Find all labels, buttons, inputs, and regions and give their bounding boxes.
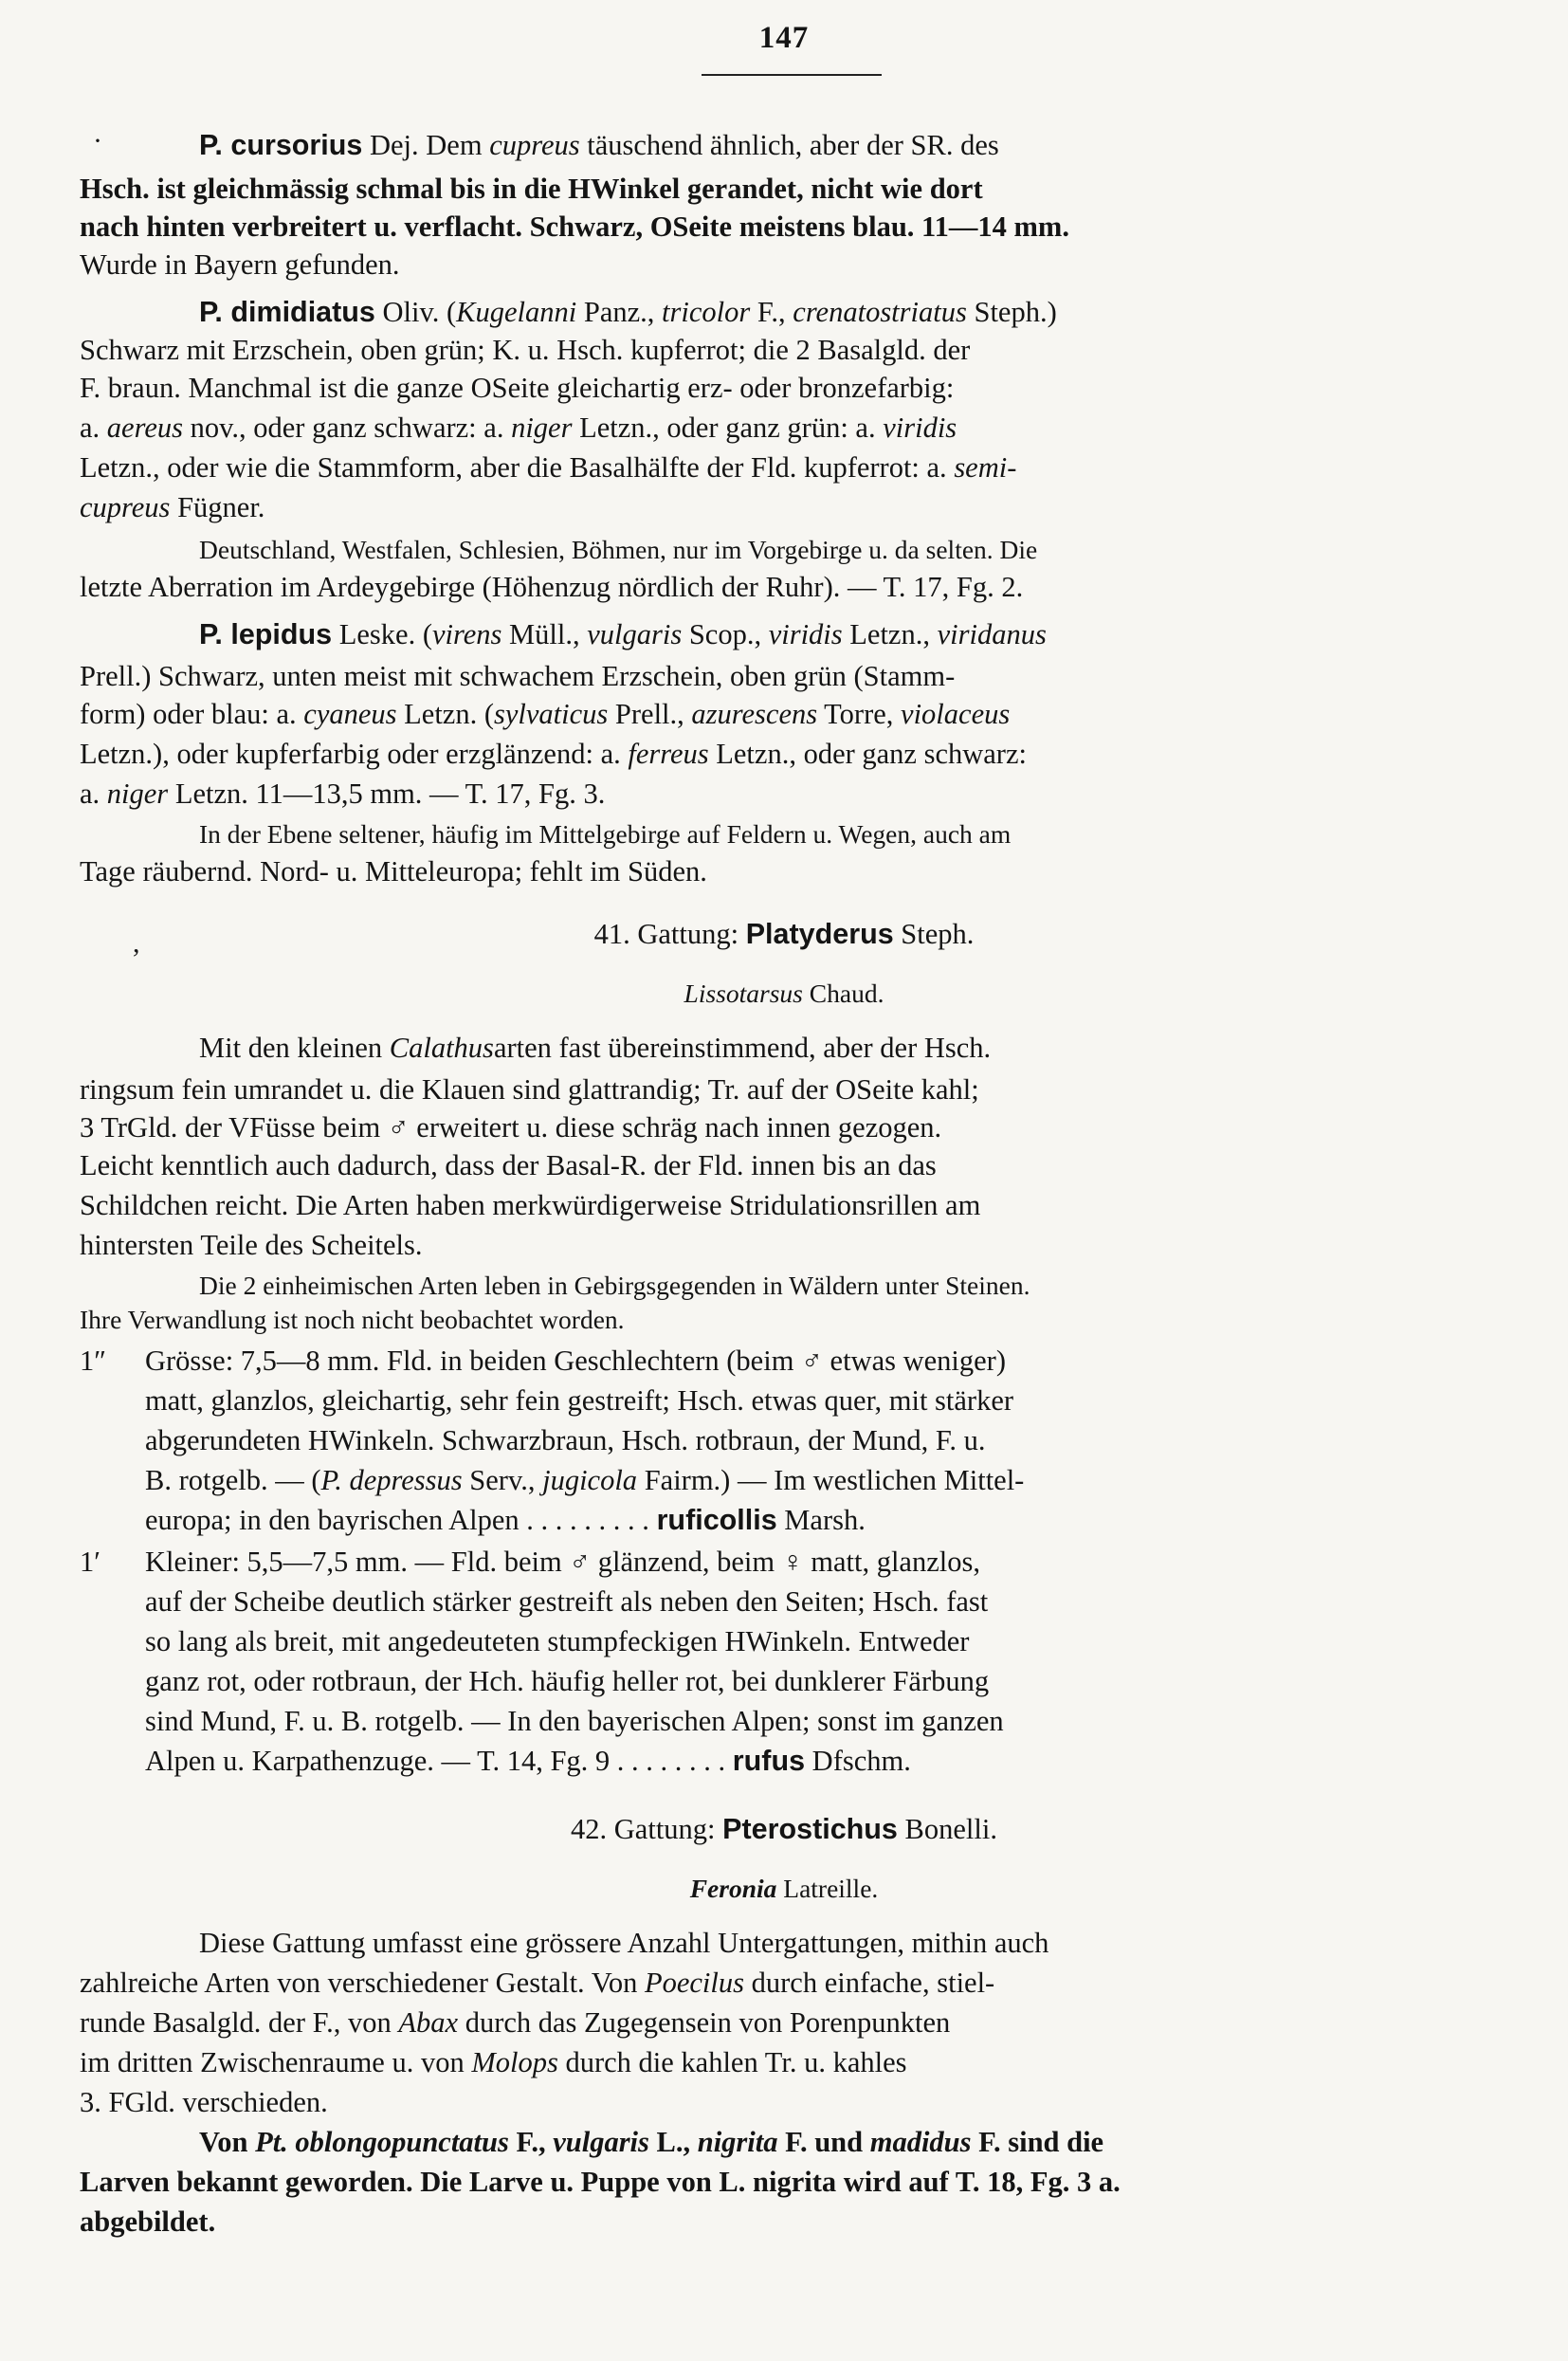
genus-41-para-line-1: Mit den kleinen Calathusarten fast übereinstimmend, aber der Hsch. (199, 1032, 992, 1064)
genus-41-para-line-5: Schildchen reicht. Die Arten haben merkwürdigerweise Stridulationsrillen am (80, 1189, 981, 1221)
genus-42-synonym: Feronia Latreille. (689, 1874, 879, 1903)
dimidiatus-line-6: cupreus Fügner. (80, 491, 265, 523)
lepidus-line-6: In der Ebene seltener, häufig im Mittelgebirge auf Feldern u. Wegen, auch am (199, 819, 1012, 849)
key-1-line-5: europa; in den bayrischen Alpen . . . . . . . . . ruficollis Marsh. (145, 1504, 866, 1536)
genus-41-note-line-1: Die 2 einheimischen Arten leben in Gebirgsgegenden in Wäldern unter Steinen. (199, 1271, 1030, 1300)
species-name: P. cursorius (199, 129, 363, 161)
cursorius-line-4: Wurde in Bayern gefunden. (80, 248, 400, 281)
lepidus-line-1: P. lepidus Leske. (virens Müll., vulgaris Scop., viridis Letzn., viridanus (199, 618, 1047, 650)
key-2-line-5: sind Mund, F. u. B. rotgelb. — In den bayerischen Alpen; sonst im ganzen (145, 1705, 1004, 1737)
key-number: 1″ (80, 1345, 106, 1377)
genus-41-para-line-3: 3 TrGld. der VFüsse beim ♂ erweitert u. diese schräg nach innen gezogen. (80, 1111, 942, 1144)
genus-41-heading: 41. Gattung: Platyderus Steph. (593, 918, 975, 950)
genus-41-synonym: Lissotarsus Chaud. (684, 979, 884, 1008)
species-name: rufus (732, 1745, 806, 1777)
genus-41-para-line-6: hintersten Teile des Scheitels. (80, 1229, 423, 1261)
genus-42-para-line-7: Larven bekannt geworden. Die Larve u. Puppe von L. nigrita wird auf T. 18, Fg. 3 a. (80, 2166, 1121, 2198)
dimidiatus-line-7: Deutschland, Westfalen, Schlesien, Böhmen, nur im Vorgebirge u. da selten. Die (199, 535, 1038, 564)
genus-42-heading: 42. Gattung: Pterostichus Bonelli. (571, 1813, 997, 1845)
lepidus-line-7: Tage räubernd. Nord- u. Mitteleuropa; fehlt im Süden. (80, 855, 707, 888)
genus-42-para-line-8: abgebildet. (80, 2205, 216, 2238)
genus-42-para-line-4: im dritten Zwischenraume u. von Molops durch die kahlen Tr. u. kahles (80, 2046, 907, 2078)
margin-mark: , (133, 927, 140, 959)
dimidiatus-line-2: Schwarz mit Erzschein, oben grün; K. u. Hsch. kupferrot; die 2 Basalgld. der (80, 334, 971, 366)
species-name: ruficollis (656, 1504, 777, 1536)
genus-41-para-line-2: ringsum fein umrandet u. die Klauen sind glattrandig; Tr. auf der OSeite kahl; (80, 1073, 979, 1106)
genus-42-para-line-2: zahlreiche Arten von verschiedener Gestalt. Von Poecilus durch einfache, stiel- (80, 1967, 995, 1999)
genus-42-para-line-5: 3. FGld. verschieden. (80, 2086, 328, 2118)
key-1-line-2: matt, glanzlos, gleichartig, sehr fein gestreift; Hsch. etwas quer, mit stärker (145, 1384, 1014, 1417)
lepidus-line-3: form) oder blau: a. cyaneus Letzn. (sylvaticus Prell., azurescens Torre, violaceus (80, 698, 1011, 730)
lepidus-line-4: Letzn.), oder kupferfarbig oder erzglänzend: a. ferreus Letzn., oder ganz schwarz: (80, 738, 1027, 770)
page-number: 147 (758, 21, 810, 55)
genus-42-para-line-3: runde Basalgld. der F., von Abax durch das Zugegensein von Porenpunkten (80, 2006, 951, 2039)
cursorius-line-3: nach hinten verbreitert u. verflacht. Schwarz, OSeite meistens blau. 11—14 mm. (80, 210, 1069, 243)
key-2-line-6: Alpen u. Karpathenzuge. — T. 14, Fg. 9 . . . . . . . . rufus Dfschm. (145, 1745, 911, 1777)
dimidiatus-line-4: a. aereus nov., oder ganz schwarz: a. niger Letzn., oder ganz grün: a. viridis (80, 412, 957, 444)
lepidus-line-5: a. niger Letzn. 11—13,5 mm. — T. 17, Fg. 3. (80, 778, 606, 810)
margin-mark: · (93, 125, 102, 156)
key-2-line-4: ganz rot, oder rotbraun, der Hch. häufig heller rot, bei dunklerer Färbung (145, 1665, 990, 1697)
cursorius-line-2: Hsch. ist gleichmässig schmal bis in die HWinkel gerandet, nicht wie dort (80, 173, 983, 205)
lepidus-line-2: Prell.) Schwarz, unten meist mit schwachem Erzschein, oben grün (Stamm- (80, 660, 956, 692)
dimidiatus-line-1: P. dimidiatus Oliv. (Kugelanni Panz., tricolor F., crenatostriatus Steph.) (199, 296, 1057, 328)
genus-name: Platyderus (745, 918, 894, 950)
cursorius-line-1: P. cursorius Dej. Dem cupreus täuschend ähnlich, aber der SR. des (199, 129, 999, 161)
key-1-line-4: B. rotgelb. — (P. depressus Serv., jugicola Fairm.) — Im westlichen Mittel- (145, 1464, 1025, 1496)
genus-42-para-line-6: Von Pt. oblongopunctatus F., vulgaris L., nigrita F. und madidus F. sind die (199, 2126, 1104, 2158)
genus-name: Pterostichus (722, 1813, 898, 1845)
key-2-line-3: so lang als breit, mit angedeuteten stumpfeckigen HWinkeln. Entweder (145, 1625, 970, 1657)
key-2-line-2: auf der Scheibe deutlich stärker gestreift als neben den Seiten; Hsch. fast (145, 1585, 989, 1618)
key-number: 1′ (80, 1546, 100, 1578)
dimidiatus-line-8: letzte Aberration im Ardeygebirge (Höhenzug nördlich der Ruhr). — T. 17, Fg. 2. (80, 571, 1024, 603)
key-2-line-1: Kleiner: 5,5—7,5 mm. — Fld. beim ♂ glänzend, beim ♀ matt, glanzlos, (145, 1546, 980, 1578)
key-1-line-1: Grösse: 7,5—8 mm. Fld. in beiden Geschlechtern (beim ♂ etwas weniger) (145, 1345, 1007, 1377)
species-name: P. lepidus (199, 618, 333, 650)
key-1-line-3: abgerundeten HWinkeln. Schwarzbraun, Hsch. rotbraun, der Mund, F. u. (145, 1424, 986, 1456)
genus-41-para-line-4: Leicht kenntlich auch dadurch, dass der Basal-R. der Fld. innen bis an das (80, 1149, 937, 1181)
header-rule (702, 74, 882, 76)
dimidiatus-line-5: Letzn., oder wie die Stammform, aber die Basalhälfte der Fld. kupferrot: a. semi- (80, 451, 1017, 484)
genus-42-para-line-1: Diese Gattung umfasst eine grössere Anzahl Untergattungen, mithin auch (199, 1927, 1049, 1959)
genus-41-note-line-2: Ihre Verwandlung ist noch nicht beobachtet worden. (80, 1305, 625, 1334)
species-name: P. dimidiatus (199, 296, 375, 328)
dimidiatus-line-3: F. braun. Manchmal ist die ganze OSeite gleichartig erz- oder bronzefarbig: (80, 372, 955, 404)
